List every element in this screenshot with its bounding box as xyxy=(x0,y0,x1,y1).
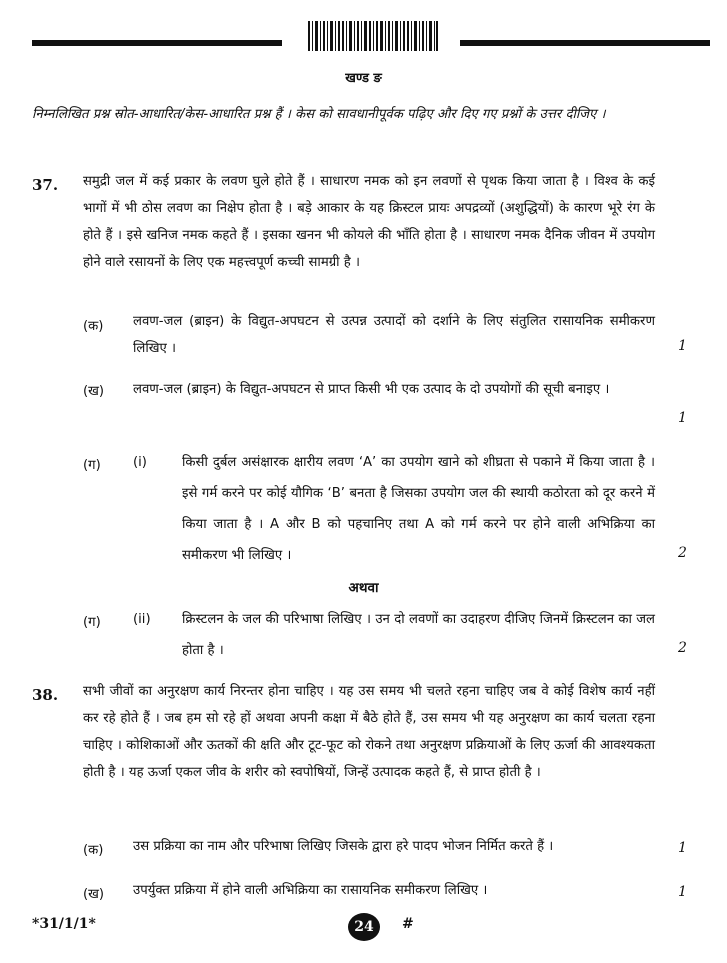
instructions: निम्नलिखित प्रश्न स्रोत-आधारित/केस-आधारित प्रश्न हैं । केस को सावधानीपूर्वक पढ़िए और दिए गए प्रश्नों के उत्तर दीजिए । xyxy=(32,107,606,122)
question-number: 38. xyxy=(32,686,59,704)
part-text: किसी दुर्बल असंक्षारक क्षारीय लवण ‘A’ का उपयोग खाने को शीघ्रता से पकाने में किया जाता है । इसे गर्म करने पर कोई यौगिक ‘B’ बनता है जिसका उपयोग जल की स्थायी कठोरता को दूर करने में किया जाता है । A और B को पहचानिए तथा A को गर्म करने पर होने वाली अभिक्रिया का समीकरण भी लिखिए । xyxy=(182,455,655,563)
part-label: (ख) xyxy=(83,887,105,902)
marks: 2 xyxy=(678,640,687,656)
part-label: (ग) xyxy=(83,615,101,630)
question-passage: समुद्री जल में कई प्रकार के लवण घुले होते हैं । साधारण नमक को इन लवणों से पृथक किया जाता है । विश्व के कई भागों में भी ठोस लवण का निक्षेप होता है । बड़े आकार के यह क्रिस्टल प्रायः अपद्रव्यों (अशुद्धियों) के कारण भूरे रंग के होते हैं । इसे खनिज नमक कहते हैं । इसका खनन भी कोयले की भाँति होता है । साधारण नमक दैनिक जीवन में उपयोग होने वाले रसायनों के लिए एक महत्त्वपूर्ण कच्ची सामग्री है । xyxy=(83,174,655,270)
header-rule-left xyxy=(32,40,282,46)
part-text: उपर्युक्त प्रक्रिया में होने वाली अभिक्रिया का रासायनिक समीकरण लिखिए । xyxy=(133,883,488,898)
marks: 1 xyxy=(678,338,687,354)
marks: 1 xyxy=(678,840,687,856)
header-rule-right xyxy=(460,40,710,46)
part-text: क्रिस्टलन के जल की परिभाषा लिखिए । उन दो लवणों का उदाहरण दीजिए जिनमें क्रिस्टलन का जल होता है । xyxy=(182,612,655,658)
paper-code: *31/1/1* xyxy=(32,916,96,932)
part-label: (ग) xyxy=(83,458,101,473)
marks: 1 xyxy=(678,884,687,900)
page-number: 24 xyxy=(348,913,380,941)
part-text: उस प्रक्रिया का नाम और परिभाषा लिखिए जिसके द्वारा हरे पादप भोजन निर्मित करते हैं । xyxy=(133,839,554,854)
part-text: लवण-जल (ब्राइन) के विद्युत-अपघटन से उत्पन्न उत्पादों को दर्शाने के लिए संतुलित रासायनिक समीकरण लिखिए । xyxy=(133,314,655,356)
sub-part-label: (i) xyxy=(133,455,147,470)
question-passage: सभी जीवों का अनुरक्षण कार्य निरन्तर होना चाहिए । यह उस समय भी चलते रहना चाहिए जब वे कोई विशेष कार्य नहीं कर रहे होते हैं । जब हम सो रहे हों अथवा अपनी कक्षा में बैठे होते हैं, उस समय भी यह अनुरक्षण का कार्य चलता रहना चाहिए । कोशिकाओं और ऊतकों की क्षति और टूट-फूट को रोकने तथा अनुरक्षण प्रक्रियाओं के लिए ऊर्जा की आवश्यकता होती है । यह ऊर्जा एकल जीव के शरीर को स्वपोषियों, जिन्हें उत्पादक कहते हैं, से प्राप्त होती है । xyxy=(83,684,655,780)
question-number: 37. xyxy=(32,176,59,194)
marks: 1 xyxy=(678,410,687,426)
part-label: (क) xyxy=(83,319,104,334)
section-title: खण्ड ङ xyxy=(345,71,382,86)
part-label: (ख) xyxy=(83,384,105,399)
part-text: लवण-जल (ब्राइन) के विद्युत-अपघटन से प्राप्त किसी भी एक उत्पाद के दो उपयोगों की सूची बनाइए । xyxy=(133,382,610,397)
or-label: अथवा xyxy=(348,580,379,596)
marks: 2 xyxy=(678,545,687,561)
barcode-icon xyxy=(308,21,438,51)
part-label: (क) xyxy=(83,843,104,858)
hash-mark: # xyxy=(402,916,414,932)
sub-part-label: (ii) xyxy=(133,612,151,627)
